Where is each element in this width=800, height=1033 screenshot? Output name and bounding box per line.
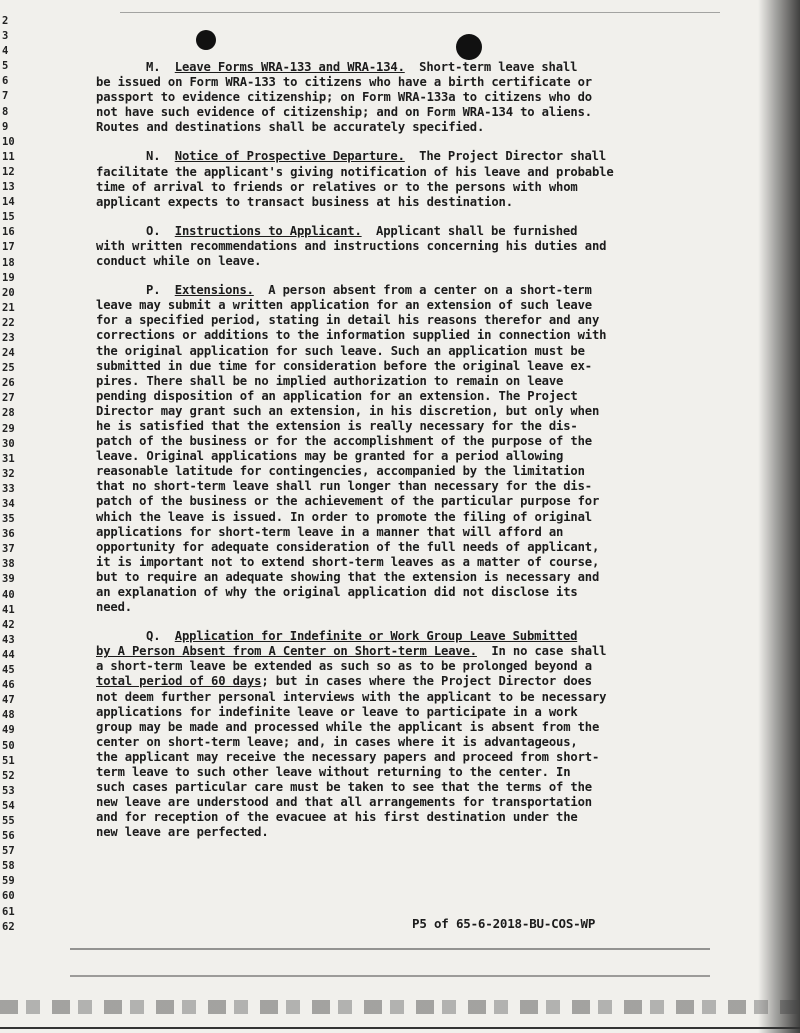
scan-streak-top (120, 12, 720, 13)
section-heading: Instructions to Applicant. (174, 223, 362, 238)
line-number: 16 (2, 226, 15, 239)
text-line: which the leave is issued. In order to promote the filing of original (96, 509, 592, 524)
text-line: conduct while on leave. (96, 254, 262, 269)
line-number: 21 (2, 301, 15, 314)
text-line: term leave to such other leave without returning to the center. In (96, 765, 571, 780)
text-line: new leave are perfected. (96, 825, 269, 840)
text-line: corrections or additions to the information supplied in connection with (96, 328, 607, 343)
punch-hole-left (196, 30, 216, 50)
line-number: 62 (2, 920, 15, 933)
section-letter: M. (146, 60, 161, 74)
text-line: the applicant may receive the necessary papers and proceed from short- (96, 749, 600, 764)
text-line: applicant expects to transact business at his destination. (96, 194, 513, 209)
line-number: 43 (2, 633, 15, 646)
line-number: 2 (2, 15, 9, 27)
section-m (96, 60, 666, 135)
text-line: an explanation of why the original application did not disclose its (96, 585, 578, 599)
line-number: 19 (2, 271, 15, 284)
line-number: 4 (2, 45, 9, 58)
scan-edge-shadow (758, 0, 800, 1033)
section-lines (96, 298, 666, 615)
line-number: 5 (2, 60, 9, 73)
text-line: pires. There shall be no implied authorization to remain on leave (96, 373, 564, 388)
document-reference-footer: P5 of 65-6-2018-BU-COS-WP (412, 916, 596, 931)
line-number: 41 (2, 603, 15, 616)
section-lines (96, 165, 666, 210)
text-line: center on short-term leave; and, in cases where it is advantageous, (96, 734, 578, 749)
section-heading: Notice of Prospective Departure. (174, 149, 405, 164)
line-number: 47 (2, 694, 15, 707)
line-number: 38 (2, 558, 15, 571)
line-number: 42 (2, 618, 15, 631)
line-number: 60 (2, 890, 15, 903)
section-text: Short-term leave shall (419, 60, 578, 74)
scan-edge-bottom (0, 1027, 800, 1029)
text-line: it is important not to extend short-term leaves as a matter of course, (96, 554, 600, 569)
line-number: 45 (2, 664, 15, 677)
line-number: 37 (2, 543, 15, 556)
line-number: 58 (2, 860, 15, 873)
line-number: 20 (2, 286, 15, 299)
line-number: 29 (2, 422, 15, 435)
line-number: 23 (2, 331, 15, 344)
line-number: 56 (2, 830, 15, 843)
text-line: patch of the business or the achievement of the particular purpose for (96, 494, 600, 509)
section-heading: Extensions. (174, 283, 254, 298)
line-number: 46 (2, 679, 15, 692)
line-number: 40 (2, 588, 15, 601)
line-number: 7 (2, 90, 9, 103)
line-number: 26 (2, 377, 15, 390)
text-line: leave may submit a written application for an extension of such leave (96, 298, 592, 313)
line-number: 44 (2, 648, 15, 661)
scan-rule (70, 975, 710, 977)
line-number: 55 (2, 814, 15, 827)
section-letter: N. (146, 149, 161, 164)
line-number: 33 (2, 482, 15, 495)
text-line: for a specified period, stating in detail his reasons therefor and any (96, 313, 600, 328)
text-line: not deem further personal interviews with the applicant to be necessary (96, 689, 607, 704)
line-number: 61 (2, 905, 15, 918)
section-lines (96, 75, 666, 135)
line-number: 52 (2, 769, 15, 782)
text-line: submitted in due time for consideration before the original leave ex- (96, 358, 592, 373)
line-number: 59 (2, 875, 15, 888)
section-letter: O. (146, 223, 161, 238)
text-line: pending disposition of an application for an extension. The Project (96, 388, 578, 403)
line-number: 51 (2, 754, 15, 767)
line-number: 54 (2, 799, 15, 812)
text-line: such cases particular care must be taken to see that the terms of the (96, 780, 592, 795)
line-number: 25 (2, 362, 15, 375)
section-text: a short-term leave be extended as such so as to be prolonged beyond a (96, 659, 592, 674)
section-lines (96, 690, 666, 841)
line-number: 17 (2, 241, 15, 254)
line-number: 13 (2, 181, 15, 194)
line-number: 10 (2, 135, 15, 148)
text-line: group may be made and processed while the applicant is absent from the (96, 719, 600, 734)
text-line: with written recommendations and instructions concerning his duties and (96, 238, 607, 253)
line-number: 49 (2, 724, 15, 737)
text-line: patch of the business or for the accomplishment of the purpose of the (96, 434, 592, 449)
section-text: ; but in cases where the Project Director does (261, 674, 592, 689)
line-number-gutter (2, 14, 24, 935)
line-number: 32 (2, 467, 15, 480)
line-number: 22 (2, 316, 15, 329)
line-number: 18 (2, 256, 15, 269)
line-number: 39 (2, 573, 15, 586)
line-number: 24 (2, 347, 15, 360)
text-line: that no short-term leave shall run longer than necessary for the dis- (96, 479, 592, 494)
line-number: 50 (2, 739, 15, 752)
line-number: 31 (2, 452, 15, 465)
text-line: the original application for such leave. Such an application must be (96, 343, 585, 358)
scan-rule (70, 948, 710, 950)
text-line: time of arrival to friends or relatives or to the persons with whom (96, 179, 578, 194)
line-number: 36 (2, 528, 15, 541)
text-line: be issued on Form WRA-133 to citizens who have a birth certificate or (96, 75, 592, 90)
section-heading-cont: by A Person Absent from A Center on Short-term Leave. (96, 644, 477, 659)
line-number: 30 (2, 437, 15, 450)
text-line: facilitate the applicant's giving notification of his leave and probable (96, 164, 614, 179)
text-line: he is satisfied that the extension is really necessary for the dis- (96, 418, 578, 433)
line-number: 53 (2, 784, 15, 797)
line-number: 12 (2, 165, 15, 178)
line-number: 35 (2, 513, 15, 526)
section-text: In no case shall (491, 644, 607, 659)
document-body (96, 60, 666, 841)
line-number: 14 (2, 196, 15, 209)
scan-streak-bottom (0, 1000, 800, 1014)
section-letter: Q. (146, 629, 161, 644)
section-p (96, 283, 666, 615)
line-number: 8 (2, 105, 9, 118)
line-number: 34 (2, 498, 15, 510)
text-line: and for reception of the evacuee at his first destination under the (96, 810, 578, 825)
section-letter: P. (146, 283, 161, 298)
text-line: need. (96, 600, 132, 615)
text-line: applications for short-term leave in a manner that will afford an (96, 524, 564, 539)
section-heading: Application for Indefinite or Work Group Leave Submitted (174, 629, 578, 644)
line-number: 28 (2, 407, 15, 420)
line-number: 27 (2, 392, 15, 405)
punch-hole-right (456, 34, 482, 60)
section-q (96, 629, 666, 840)
text-line: reasonable latitude for contingencies, accompanied by the limitation (96, 464, 585, 479)
line-number: 48 (2, 709, 15, 722)
section-text: The Project Director shall (419, 149, 606, 164)
line-number: 57 (2, 845, 15, 858)
section-lines (96, 239, 666, 269)
text-line: leave. Original applications may be granted for a period allowing (96, 449, 564, 464)
text-line: not have such evidence of citizenship; and on Form WRA-134 to aliens. (96, 105, 592, 120)
underlined-period: total period of 60 days (96, 674, 262, 689)
section-o (96, 224, 666, 269)
text-line: new leave are understood and that all arrangements for transportation (96, 795, 592, 810)
text-line: opportunity for adequate consideration of the full needs of applicant, (96, 539, 600, 554)
section-text: A person absent from a center on a short-term (268, 283, 592, 298)
line-number: 15 (2, 211, 15, 224)
line-number: 9 (2, 120, 9, 133)
text-line: Routes and destinations shall be accurately specified. (96, 120, 485, 135)
line-number: 11 (2, 150, 15, 163)
text-line: passport to evidence citizenship; on Form WRA-133a to citizens who do (96, 90, 592, 105)
text-line: but to require an adequate showing that the extension is necessary and (96, 569, 600, 584)
section-heading: Leave Forms WRA-133 and WRA-134. (174, 60, 405, 74)
section-text: Applicant shall be furnished (376, 223, 578, 238)
line-number: 3 (2, 30, 9, 43)
text-line: applications for indefinite leave or leave to participate in a work (96, 704, 578, 719)
section-n (96, 149, 666, 209)
line-number: 6 (2, 75, 9, 88)
text-line: Director may grant such an extension, in his discretion, but only when (96, 403, 600, 418)
